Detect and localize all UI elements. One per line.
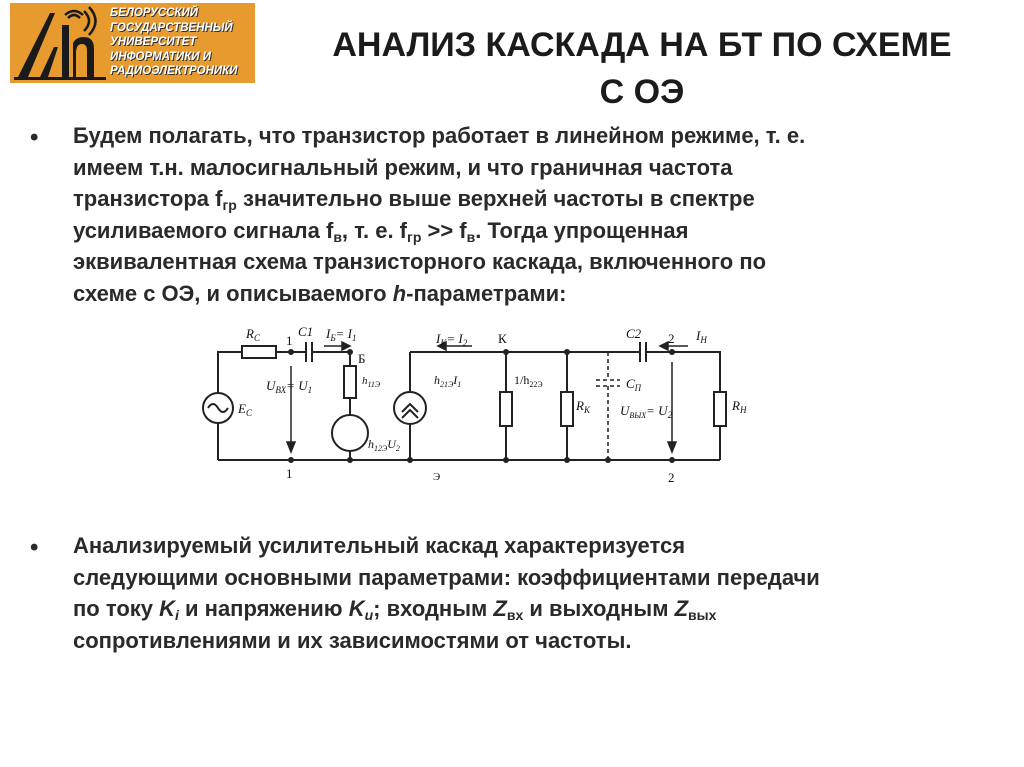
svg-text:h11Э: $h_{11Э}$ <box>362 375 381 389</box>
current-source-h12 <box>332 415 368 451</box>
svg-text:1: 1 <box>286 333 293 348</box>
university-emblem-icon <box>10 3 110 83</box>
university-name: БЕЛОРУССКИЙ ГОСУДАРСТВЕННЫЙ УНИВЕРСИТЕТ ИНФОРМАТИКИ И РАДИОЭЛЕКТРОНИКИ <box>110 7 238 77</box>
university-logo <box>10 3 255 83</box>
svg-text:EС: $E_С$ <box>238 401 252 418</box>
current-source-h21 <box>394 392 426 424</box>
svg-text:RК: $R_К$ <box>576 398 590 415</box>
resistor-rc <box>242 346 276 358</box>
paragraph-assumptions: Будем полагать, что транзистор работает в линейном режиме, т. е. имеем т.н. малосигнальный режим, и что граничная частота транзистора $f_{гр}$ значительно выше верхней частоты в спектре усиливаемого сигнала $f_в$, т. е. $f_{гр} >> f_в$. Тогда упрощенная эквивалентная схема транзисторного каскада, включенного по схеме с ОЭ, и описываемого h-параметрами: <box>73 123 806 306</box>
svg-text:h21ЭI1: $h_{21Э}I_1$ <box>434 373 462 389</box>
resistor-h22 <box>500 392 512 426</box>
svg-text:h12ЭU2: $h_{12Э}U_2$ <box>368 437 400 453</box>
slide-title <box>262 22 1022 116</box>
svg-text:UВХ= U1: $U_{ВХ}= U_1$ <box>266 378 313 395</box>
slide-title-line1: АНАЛИЗ КАСКАДА НА БТ ПО СХЕМЕ <box>332 26 952 64</box>
svg-text:CП: $C_П$ <box>626 376 642 393</box>
svg-text:Б: Б <box>358 351 366 366</box>
bullet-marker-2: • <box>30 534 39 561</box>
bullet-marker-1: • <box>30 124 39 151</box>
svg-text:2: 2 <box>668 470 675 485</box>
slide-title-line2: С ОЭ <box>599 73 685 111</box>
svg-text:1: 1 <box>286 466 293 481</box>
svg-text:RС: $R_С$ <box>246 326 260 343</box>
resistor-h11 <box>344 366 356 398</box>
resistor-rn <box>714 392 726 426</box>
paragraph-parameters: Анализируемый усилительный каскад характеризуется следующими основными параметрами: коэффициентами передачи по току $K_i$ и напряжению $K_u$; входным $Z_{вх}$ и выходным $Z_{вых}$ сопротивлениями и их зависимостями от частоты. <box>73 533 820 653</box>
equivalent-circuit-diagram <box>190 318 750 488</box>
svg-text:IК= I2: $I_К= I_2$ <box>436 331 468 348</box>
svg-text:UВЫХ= U2: $U_{ВЫХ}= U_2$ <box>620 403 673 420</box>
svg-text:IН: $I_Н$ <box>696 328 707 345</box>
svg-text:2: 2 <box>668 331 675 346</box>
svg-text:IБ= I1: $I_Б= I_1$ <box>326 326 357 343</box>
svg-text:1/h22Э: $1/h_{22Э}$ <box>514 373 543 389</box>
resistor-rk <box>561 392 573 426</box>
svg-text:RН: $R_Н$ <box>732 398 747 415</box>
svg-text:К: К <box>498 331 507 346</box>
svg-text:C1: C1 <box>298 324 314 339</box>
svg-text:C2: C2 <box>626 326 642 341</box>
svg-text:Э: Э <box>433 471 441 483</box>
